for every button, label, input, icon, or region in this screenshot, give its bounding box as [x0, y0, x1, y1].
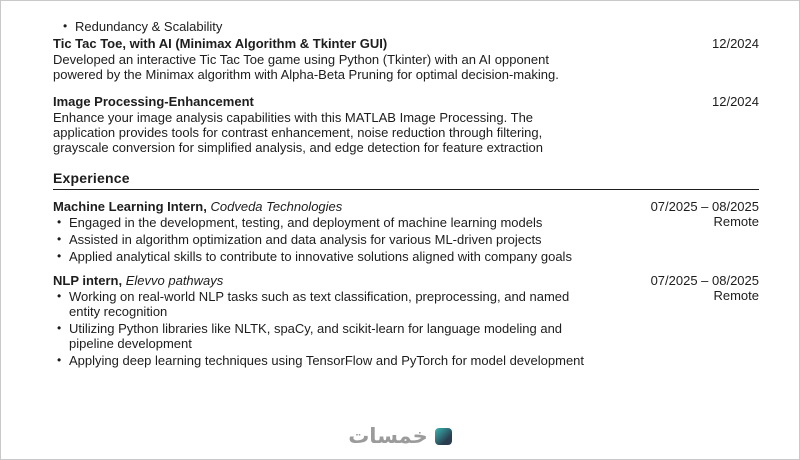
project-entry	[53, 94, 759, 155]
job-entry	[53, 273, 759, 368]
project-description: Enhance your image analysis capabilities with this MATLAB Image Processing. The application provides tools for contrast enhancement, noise reduction through filtering, grayscale conversion for simplified analysis, and edge detection for feature extraction	[53, 110, 543, 155]
job-title: Machine Learning Intern,	[53, 199, 207, 214]
job-location: Remote	[713, 288, 759, 303]
job-meta	[651, 199, 759, 229]
job-dates: 07/2025 – 08/2025	[650, 199, 759, 214]
project-date: 12/2024	[712, 36, 759, 51]
khamsat-logo-icon	[435, 428, 452, 445]
job-bullet: • Applying deep learning techniques using TensorFlow and PyTorch for model development	[69, 353, 594, 368]
project-title: Image Processing-Enhancement	[53, 94, 254, 109]
project-header	[53, 36, 759, 51]
job-location: Remote	[713, 214, 759, 229]
project-entry	[53, 36, 759, 82]
job-bullet: • Working on real-world NLP tasks such as text classification, preprocessing, and named entity recognition	[69, 289, 594, 319]
job-bullet: • Assisted in algorithm optimization and data analysis for various ML-driven projects	[69, 232, 594, 247]
experience-heading: Experience	[53, 171, 759, 190]
job-company: Elevvo pathways	[125, 273, 224, 288]
job-dates: 07/2025 – 08/2025	[650, 273, 759, 288]
resume-content	[1, 1, 799, 368]
job-meta	[651, 273, 759, 303]
job-bullet: • Applied analytical skills to contribute to innovative solutions aligned with company goals	[69, 249, 594, 264]
project-title: Tic Tac Toe, with AI (Minimax Algorithm & Tkinter GUI)	[53, 36, 388, 51]
job-title: NLP intern,	[53, 273, 123, 288]
watermark	[1, 425, 799, 447]
job-company: Codveda Technologies	[210, 199, 343, 214]
job-entry	[53, 199, 759, 264]
project-date: 12/2024	[712, 94, 759, 109]
watermark-text: خمسات	[348, 424, 428, 448]
job-bullet: • Utilizing Python libraries like NLTK, spaCy, and scikit-learn for language modeling and pipeline development	[69, 321, 594, 351]
project-header	[53, 94, 759, 109]
list-item: • Redundancy & Scalability	[75, 19, 605, 34]
top-bullet-list	[53, 19, 759, 34]
project-description: Developed an interactive Tic Tac Toe game using Python (Tkinter) with an AI opponent powered by the Minimax algorithm with Alpha-Beta Pruning for optimal decision-making.	[53, 52, 559, 82]
job-bullet: • Engaged in the development, testing, and deployment of machine learning models	[69, 215, 594, 230]
